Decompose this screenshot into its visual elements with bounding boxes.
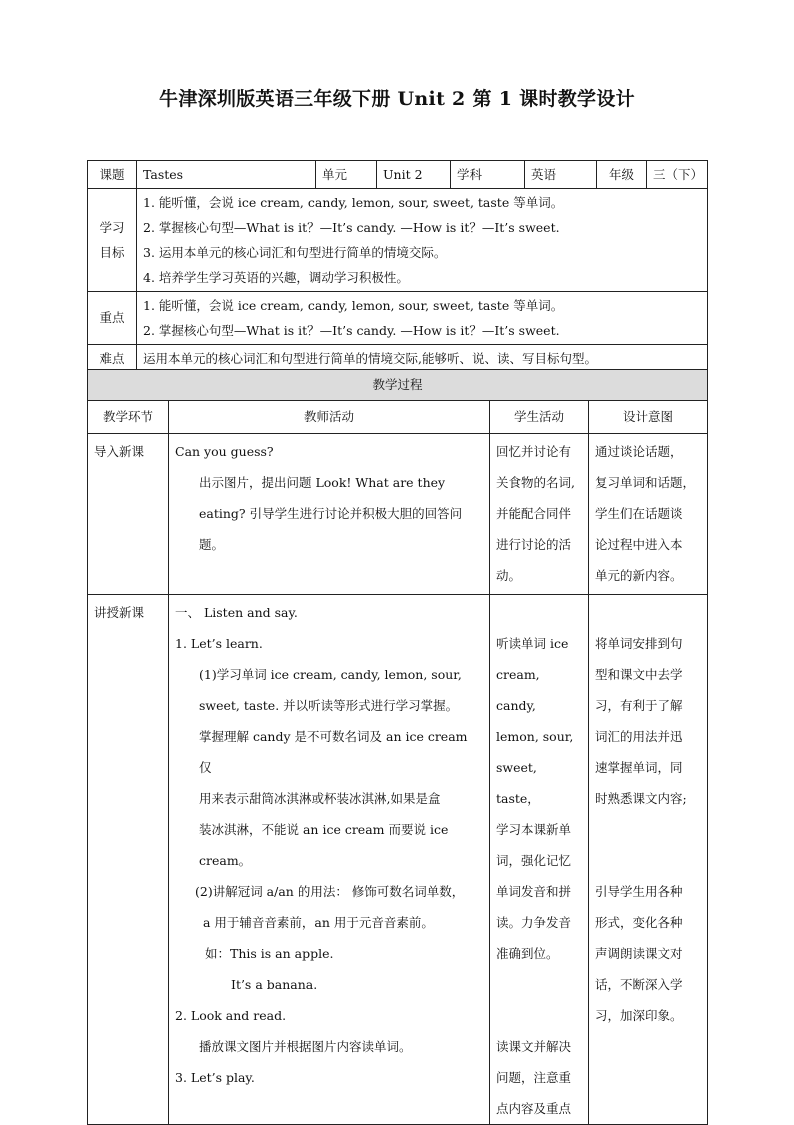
intro-teacher-line: 题。 — [199, 537, 225, 552]
subject-label: 学科 — [451, 161, 525, 189]
goals-label-line-2: 目标 — [99, 245, 125, 260]
new-teacher-line: 播放课文图片并根据图片内容读单词。 — [199, 1039, 412, 1054]
new-teacher-line: 2. Look and read. — [175, 1008, 287, 1023]
new-student-line: 准确到位。 — [496, 946, 559, 961]
new-lesson-purpose — [589, 595, 708, 1125]
col-student: 学生活动 — [490, 401, 589, 434]
new-teacher-line: 装冰淇淋，不能说 an ice cream 而要说 ice — [199, 822, 449, 837]
new-student-line: 读。力争发音 — [496, 915, 572, 930]
intro-teacher-line: 出示图片，提出问题 Look! What are they — [199, 475, 446, 490]
new-purpose-line: 将单词安排到句 — [595, 636, 683, 651]
new-lesson-student — [490, 595, 589, 1125]
grade-label: 年级 — [597, 161, 647, 189]
goal-item: 2. 掌握核心句型—What is it？—It’s candy. —How is it？—It’s sweet. — [143, 220, 560, 235]
intro-student — [490, 434, 589, 595]
process-columns-row — [88, 401, 708, 434]
new-student-line: 听读单词 ice — [496, 636, 569, 651]
intro-student-line: 关食物的名词, — [496, 475, 575, 490]
key-points-content — [137, 292, 708, 345]
new-student-line — [496, 597, 582, 628]
new-lesson-stage: 讲授新课 — [88, 595, 169, 1125]
new-student-line — [496, 1000, 582, 1031]
new-purpose-line — [595, 845, 701, 876]
intro-teacher — [169, 434, 490, 595]
new-student-line: sweet, taste， — [496, 760, 540, 806]
unit-value: Unit 2 — [377, 161, 451, 189]
new-student-line: 词，强化记忆 — [496, 853, 572, 868]
process-header: 教学过程 — [88, 370, 708, 401]
new-student-line: 点内容及重点 — [496, 1101, 572, 1116]
key-points-label: 重点 — [88, 292, 137, 345]
intro-purpose-line: 通过谈论话题， — [595, 444, 683, 459]
key-points-row — [88, 292, 708, 345]
new-purpose-line — [595, 814, 701, 845]
intro-student-line: 并能配合同伴 — [496, 506, 572, 521]
new-student-line: 问题，注意重 — [496, 1070, 572, 1085]
new-purpose-line — [595, 1031, 701, 1062]
intro-stage: 导入新课 — [88, 434, 169, 595]
intro-row — [88, 434, 708, 595]
goals-row — [88, 189, 708, 292]
new-purpose-line: 词汇的用法并迅 — [595, 729, 683, 744]
new-teacher-line: (2)讲解冠词 a/an 的用法： 修饰可数名词单数， — [195, 884, 465, 899]
key-point-item: 2. 掌握核心句型—What is it？—It’s candy. —How is it？—It’s sweet. — [143, 323, 560, 338]
new-student-line: 学习本课新单 — [496, 822, 572, 837]
document-title: 牛津深圳版英语三年级下册 Unit 2 第 1 课时教学设计 — [159, 88, 635, 110]
new-purpose-line: 型和课文中去学 — [595, 667, 683, 682]
new-purpose-line: 时熟悉课文内容; — [595, 791, 687, 806]
col-stage: 教学环节 — [88, 401, 169, 434]
topic-value: Tastes — [137, 161, 316, 189]
new-lesson-teacher — [169, 595, 490, 1125]
new-student-line: 读课文并解决 — [496, 1039, 572, 1054]
new-teacher-line: (1)学习单词 ice cream, candy, lemon, sour, — [199, 667, 462, 682]
unit-label: 单元 — [316, 161, 377, 189]
intro-student-line: 进行讨论的活 — [496, 537, 572, 552]
key-point-item: 1. 能听懂，会说 ice cream, candy, lemon, sour, sweet, taste 等单词。 — [143, 298, 564, 313]
process-header-row — [88, 370, 708, 401]
new-student-line: 单词发音和拼 — [496, 884, 572, 899]
new-purpose-line: 话，不断深入学 — [595, 977, 683, 992]
process-table — [87, 369, 708, 1125]
new-teacher-line: 一、 Listen and say. — [175, 605, 298, 620]
info-row — [88, 161, 708, 189]
intro-teacher-line: eating? 引导学生进行讨论并积极大胆的回答问 — [199, 506, 463, 521]
goals-label — [88, 189, 137, 292]
intro-teacher-line: Can you guess? — [175, 444, 274, 459]
new-purpose-line: 习，加深印象。 — [595, 1008, 683, 1023]
intro-purpose-line: 学生们在话题谈 — [595, 506, 683, 521]
new-purpose-line: 速掌握单词，同 — [595, 760, 683, 775]
grade-value: 三（下） — [647, 161, 708, 189]
intro-student-line: 动。 — [496, 568, 522, 583]
new-teacher-line: 1. Let’s learn. — [175, 636, 263, 651]
goals-content — [137, 189, 708, 292]
new-purpose-line — [595, 597, 701, 628]
new-purpose-line: 声调朗读课文对 — [595, 946, 683, 961]
new-teacher-line: a 用于辅音音素前，an 用于元音音素前。 — [203, 915, 434, 930]
goal-item: 3. 运用本单元的核心词汇和句型进行简单的情境交际。 — [143, 245, 447, 260]
intro-purpose-line: 单元的新内容。 — [595, 568, 683, 583]
new-purpose-line: 引导学生用各种 — [595, 884, 683, 899]
new-teacher-line: cream。 — [199, 853, 252, 868]
intro-purpose — [589, 434, 708, 595]
new-student-line: lemon, sour, — [496, 729, 574, 744]
intro-student-line: 回忆并讨论有 — [496, 444, 572, 459]
new-purpose-line: 习，有利于了解 — [595, 698, 683, 713]
difficulty-label: 难点 — [88, 345, 137, 373]
col-teacher: 教师活动 — [169, 401, 490, 434]
info-table — [87, 160, 708, 373]
new-teacher-line: It’s a banana. — [231, 977, 318, 992]
new-student-line: cream, candy, — [496, 667, 540, 713]
goals-label-line-1: 学习 — [99, 220, 125, 235]
intro-purpose-line: 论过程中进入本 — [595, 537, 683, 552]
new-teacher-line: sweet, taste. 并以听读等形式进行学习掌握。 — [199, 698, 459, 713]
difficulty-text: 运用本单元的核心词汇和句型进行简单的情境交际,能够听、说、读、写目标句型。 — [137, 345, 708, 373]
subject-value: 英语 — [525, 161, 597, 189]
new-student-line — [496, 969, 582, 1000]
new-teacher-line: 3. Let’s play. — [175, 1070, 255, 1085]
topic-label: 课题 — [88, 161, 137, 189]
new-teacher-line: 如：This is an apple. — [205, 946, 334, 961]
new-teacher-line: 用来表示甜筒冰淇淋或杯装冰淇淋,如果是盒 — [199, 791, 441, 806]
goal-item: 1. 能听懂，会说 ice cream, candy, lemon, sour, sweet, taste 等单词。 — [143, 195, 564, 210]
goal-item: 4. 培养学生学习英语的兴趣，调动学习积极性。 — [143, 270, 409, 285]
col-purpose: 设计意图 — [589, 401, 708, 434]
new-teacher-line: 掌握理解 candy 是不可数名词及 an ice cream 仅 — [199, 729, 468, 775]
new-lesson-row — [88, 595, 708, 1125]
new-purpose-line: 形式，变化各种 — [595, 915, 683, 930]
intro-purpose-line: 复习单词和话题， — [595, 475, 696, 490]
